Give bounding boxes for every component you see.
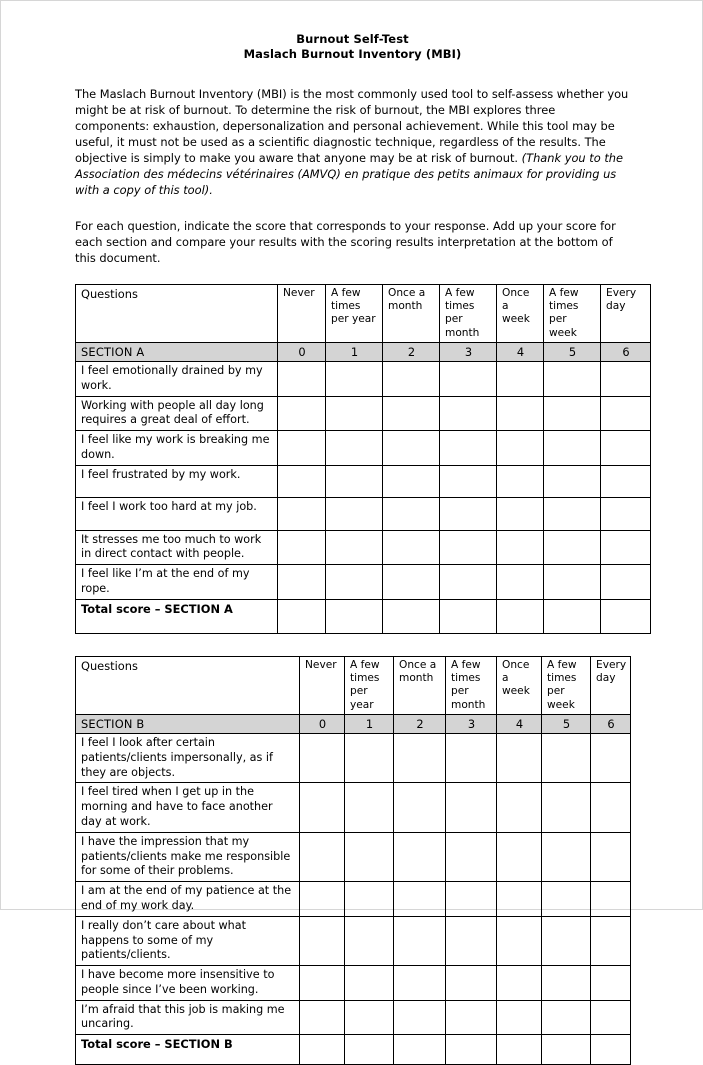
answer-cell-2[interactable]: [394, 966, 446, 1001]
score-value-1: 1: [326, 342, 383, 361]
section-a-table-wrapper: [75, 284, 637, 634]
answer-cell-5[interactable]: [544, 396, 601, 431]
header-option-5: A few times per week: [542, 656, 591, 714]
answer-cell-3[interactable]: [440, 530, 497, 565]
table-row: [76, 465, 651, 497]
answer-cell-5[interactable]: [544, 497, 601, 530]
intro-paragraph: [75, 87, 630, 199]
header-option-4: Once a week: [497, 656, 542, 714]
question-text: I feel I look after certain patients/clients impersonally, as if they are objects.: [76, 734, 300, 783]
question-text: It stresses me too much to work in direct contact with people.: [76, 530, 278, 565]
table-row: [76, 783, 631, 832]
answer-cell-4[interactable]: [497, 832, 542, 881]
answer-cell-5[interactable]: [542, 832, 591, 881]
document-title-secondary: Maslach Burnout Inventory (MBI): [243, 46, 462, 61]
header-option-0: Never: [278, 284, 326, 342]
answer-cell-1[interactable]: [326, 497, 383, 530]
table-header-row: [76, 284, 651, 342]
question-text: I feel like my work is breaking me down.: [76, 431, 278, 466]
question-text: I have become more insensitive to people since I’ve been working.: [76, 966, 300, 1001]
instructions-paragraph: For each question, indicate the score that corresponds to your response. Add up your score for each section and compare your results with the scoring results interpretation at the bottom of this document.: [75, 218, 616, 265]
question-text: I feel I work too hard at my job.: [76, 497, 278, 530]
table-row: [76, 1000, 631, 1035]
answer-cell-0[interactable]: [278, 396, 326, 431]
header-option-0: Never: [300, 656, 345, 714]
answer-cell-5[interactable]: [544, 431, 601, 466]
total-cell-6[interactable]: [591, 1035, 631, 1065]
answer-cell-4[interactable]: [497, 882, 542, 917]
score-value-0: 0: [278, 342, 326, 361]
header-option-1: A few times per year: [326, 284, 383, 342]
answer-cell-2[interactable]: [394, 832, 446, 881]
answer-cell-3[interactable]: [440, 431, 497, 466]
section-b-total-row: [76, 1035, 631, 1065]
answer-cell-6[interactable]: [591, 882, 631, 917]
header-option-5: A few times per week: [544, 284, 601, 342]
intro-paragraph-credit: (Thank you to the Association des médecins vétérinaires (AMVQ) en pratique des petits animaux for providing us with a copy of this tool).: [75, 150, 624, 197]
answer-cell-6[interactable]: [591, 783, 631, 832]
answer-cell-3[interactable]: [440, 396, 497, 431]
score-value-0: 0: [300, 715, 345, 734]
answer-cell-6[interactable]: [591, 734, 631, 783]
answer-cell-1[interactable]: [326, 465, 383, 497]
answer-cell-3[interactable]: [440, 565, 497, 600]
answer-cell-6[interactable]: [601, 565, 651, 600]
answer-cell-2[interactable]: [383, 361, 440, 396]
answer-cell-1[interactable]: [326, 530, 383, 565]
question-text: I feel emotionally drained by my work.: [76, 361, 278, 396]
question-text: I feel frustrated by my work.: [76, 465, 278, 497]
table-row: [76, 882, 631, 917]
answer-cell-0[interactable]: [278, 530, 326, 565]
answer-cell-4[interactable]: [497, 966, 542, 1001]
table-row: [76, 832, 631, 881]
answer-cell-4[interactable]: [497, 916, 542, 965]
answer-cell-0[interactable]: [300, 916, 345, 965]
table-row: [76, 431, 651, 466]
score-value-5: 5: [544, 342, 601, 361]
answer-cell-1[interactable]: [326, 361, 383, 396]
total-cell-4[interactable]: [497, 599, 544, 633]
answer-cell-4[interactable]: [497, 530, 544, 565]
answer-cell-4[interactable]: [497, 497, 544, 530]
score-value-4: 4: [497, 715, 542, 734]
answer-cell-6[interactable]: [591, 916, 631, 965]
question-text: I feel like I’m at the end of my rope.: [76, 565, 278, 600]
answer-cell-6[interactable]: [591, 832, 631, 881]
answer-cell-3[interactable]: [446, 966, 497, 1001]
question-text: I really don’t care about what happens to some of my patients/clients.: [76, 916, 300, 965]
answer-cell-6[interactable]: [601, 530, 651, 565]
answer-cell-5[interactable]: [544, 565, 601, 600]
answer-cell-0[interactable]: [278, 431, 326, 466]
answer-cell-0[interactable]: [278, 565, 326, 600]
table-row: [76, 530, 651, 565]
answer-cell-3[interactable]: [446, 783, 497, 832]
answer-cell-5[interactable]: [542, 734, 591, 783]
answer-cell-6[interactable]: [591, 1000, 631, 1035]
answer-cell-5[interactable]: [542, 1000, 591, 1035]
total-cell-1[interactable]: [345, 1035, 394, 1065]
header-option-6: Every day: [601, 284, 651, 342]
score-value-6: 6: [591, 715, 631, 734]
answer-cell-5[interactable]: [542, 966, 591, 1001]
total-cell-2[interactable]: [383, 599, 440, 633]
table-row: [76, 361, 651, 396]
answer-cell-2[interactable]: [394, 734, 446, 783]
answer-cell-5[interactable]: [542, 882, 591, 917]
total-cell-1[interactable]: [326, 599, 383, 633]
score-value-5: 5: [542, 715, 591, 734]
question-text: Working with people all day long requires a great deal of effort.: [76, 396, 278, 431]
total-label: Total score – SECTION A: [76, 599, 278, 633]
answer-cell-2[interactable]: [383, 396, 440, 431]
answer-cell-1[interactable]: [345, 783, 394, 832]
answer-cell-0[interactable]: [278, 465, 326, 497]
table-row: [76, 497, 651, 530]
question-text: I am at the end of my patience at the end of my work day.: [76, 882, 300, 917]
document-title-block: [75, 1, 630, 62]
answer-cell-3[interactable]: [446, 734, 497, 783]
question-text: I’m afraid that this job is making me uncaring.: [76, 1000, 300, 1035]
question-text: I feel tired when I get up in the morning and have to face another day at work.: [76, 783, 300, 832]
section-b-score-row: [76, 715, 631, 734]
score-value-2: 2: [383, 342, 440, 361]
header-questions: Questions: [76, 284, 278, 342]
answer-cell-2[interactable]: [383, 465, 440, 497]
answer-cell-1[interactable]: [345, 1000, 394, 1035]
answer-cell-1[interactable]: [326, 565, 383, 600]
document-title-primary: Burnout Self-Test: [296, 32, 409, 46]
answer-cell-6[interactable]: [601, 361, 651, 396]
section-b-table-wrapper: [75, 656, 630, 1065]
total-cell-0[interactable]: [278, 599, 326, 633]
answer-cell-0[interactable]: [300, 832, 345, 881]
answer-cell-0[interactable]: [300, 783, 345, 832]
answer-cell-5[interactable]: [544, 530, 601, 565]
answer-cell-1[interactable]: [345, 832, 394, 881]
answer-cell-3[interactable]: [446, 832, 497, 881]
total-cell-2[interactable]: [394, 1035, 446, 1065]
score-value-6: 6: [601, 342, 651, 361]
intro-paragraph-text: The Maslach Burnout Inventory (MBI) is the most commonly used tool to self-assess whether you might be at risk of burnout. To determine the risk of burnout, the MBI explores three components: exhaustion, depersonalization and personal achievement. While this tool may be useful, it must not be used as a scientific diagnostic technique, regardless of the results. The objective is simply to make you aware that anyone may be at risk of burnout.: [75, 86, 629, 165]
score-value-4: 4: [497, 342, 544, 361]
answer-cell-4[interactable]: [497, 783, 542, 832]
answer-cell-3[interactable]: [440, 361, 497, 396]
score-value-2: 2: [394, 715, 446, 734]
header-option-3: A few times per month: [440, 284, 497, 342]
section-b-table: [75, 656, 631, 1065]
table-header-row: [76, 656, 631, 714]
header-option-1: A few times per year: [345, 656, 394, 714]
answer-cell-0[interactable]: [300, 882, 345, 917]
answer-cell-5[interactable]: [544, 361, 601, 396]
total-cell-3[interactable]: [446, 1035, 497, 1065]
answer-cell-1[interactable]: [345, 916, 394, 965]
answer-cell-1[interactable]: [326, 396, 383, 431]
total-cell-0[interactable]: [300, 1035, 345, 1065]
answer-cell-6[interactable]: [591, 966, 631, 1001]
answer-cell-1[interactable]: [345, 966, 394, 1001]
section-a-label: SECTION A: [76, 342, 278, 361]
answer-cell-4[interactable]: [497, 396, 544, 431]
total-cell-4[interactable]: [497, 1035, 542, 1065]
answer-cell-4[interactable]: [497, 734, 542, 783]
answer-cell-2[interactable]: [383, 565, 440, 600]
answer-cell-0[interactable]: [300, 734, 345, 783]
answer-cell-3[interactable]: [440, 465, 497, 497]
answer-cell-2[interactable]: [383, 530, 440, 565]
table-row: [76, 966, 631, 1001]
answer-cell-5[interactable]: [542, 783, 591, 832]
answer-cell-3[interactable]: [446, 1000, 497, 1035]
answer-cell-2[interactable]: [394, 1000, 446, 1035]
answer-cell-2[interactable]: [394, 882, 446, 917]
answer-cell-2[interactable]: [394, 916, 446, 965]
header-option-2: Once a month: [394, 656, 446, 714]
answer-cell-4[interactable]: [497, 565, 544, 600]
total-cell-3[interactable]: [440, 599, 497, 633]
answer-cell-0[interactable]: [300, 966, 345, 1001]
answer-cell-5[interactable]: [542, 916, 591, 965]
table-row: [76, 916, 631, 965]
score-value-3: 3: [440, 342, 497, 361]
answer-cell-6[interactable]: [601, 465, 651, 497]
header-option-4: Once a week: [497, 284, 544, 342]
header-option-3: A few times per month: [446, 656, 497, 714]
answer-cell-3[interactable]: [446, 916, 497, 965]
section-a-table: [75, 284, 651, 634]
answer-cell-3[interactable]: [440, 497, 497, 530]
total-cell-5[interactable]: [544, 599, 601, 633]
header-option-2: Once a month: [383, 284, 440, 342]
answer-cell-4[interactable]: [497, 431, 544, 466]
answer-cell-4[interactable]: [497, 361, 544, 396]
answer-cell-6[interactable]: [601, 396, 651, 431]
answer-cell-6[interactable]: [601, 431, 651, 466]
answer-cell-1[interactable]: [345, 882, 394, 917]
table-row: [76, 565, 651, 600]
answer-cell-6[interactable]: [601, 497, 651, 530]
answer-cell-1[interactable]: [326, 431, 383, 466]
score-value-1: 1: [345, 715, 394, 734]
document-content: [75, 1, 637, 1065]
total-label: Total score – SECTION B: [76, 1035, 300, 1065]
answer-cell-0[interactable]: [278, 497, 326, 530]
section-a-score-row: [76, 342, 651, 361]
answer-cell-0[interactable]: [300, 1000, 345, 1035]
question-text: I have the impression that my patients/clients make me responsible for some of their problems.: [76, 832, 300, 881]
answer-cell-4[interactable]: [497, 1000, 542, 1035]
total-cell-5[interactable]: [542, 1035, 591, 1065]
answer-cell-5[interactable]: [544, 465, 601, 497]
answer-cell-2[interactable]: [383, 497, 440, 530]
header-option-6: Every day: [591, 656, 631, 714]
section-b-label: SECTION B: [76, 715, 300, 734]
answer-cell-2[interactable]: [383, 431, 440, 466]
section-a-total-row: [76, 599, 651, 633]
answer-cell-4[interactable]: [497, 465, 544, 497]
header-questions: Questions: [76, 656, 300, 714]
answer-cell-0[interactable]: [278, 361, 326, 396]
table-row: [76, 734, 631, 783]
score-value-3: 3: [446, 715, 497, 734]
total-cell-6[interactable]: [601, 599, 651, 633]
table-row: [76, 396, 651, 431]
answer-cell-2[interactable]: [394, 783, 446, 832]
answer-cell-1[interactable]: [345, 734, 394, 783]
answer-cell-3[interactable]: [446, 882, 497, 917]
